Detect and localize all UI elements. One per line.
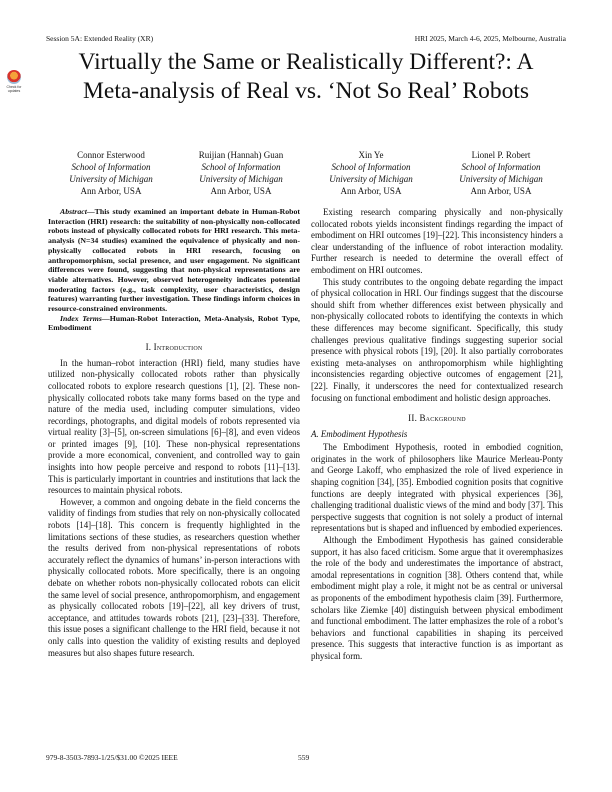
abstract [48,207,300,314]
author-name: Lionel P. Robert [471,150,531,160]
running-header-session: Session 5A: Extended Reality (XR) [46,34,154,43]
left-column [48,207,300,659]
author-location: Ann Arbor, USA [340,186,402,196]
title-line-2: Meta-analysis of Real vs. ‘Not So Real’ Robots [83,78,529,104]
footer-copyright: 979-8-3503-7893-1/25/$31.00 ©2025 IEEE [46,753,178,762]
author-3 [306,149,436,197]
section-heading-introduction: I. Introduction [145,342,203,353]
author-block [46,149,566,197]
title-line-1: Virtually the Same or Realistically Different?: A [78,49,534,75]
running-header-conference: HRI 2025, March 4-6, 2025, Melbourne, Australia [414,34,566,43]
author-4 [436,149,566,197]
right-column [311,207,563,663]
body-paragraph: This study contributes to the ongoing debate regarding the impact of physical collocation in HRI. Our findings suggest that the discourse should shift from whether differences exist between physically and non-physically collocated robots to identifying the contexts in which these differences may become significant. Specifically, this study challenges previous qualitative findings suggesting superior social presence with physical robots [19], [20]. It also partially corroborates existing meta-analyses on anthropomorphism while highlighting inconsistencies regarding objective outcomes of engagement [21], [22]. Finally, it underscores the need for contextualized research focusing on functional embodiment and holistic design approaches. [311,276,563,403]
author-department: School of Information [331,162,411,172]
author-name: Xin Ye [358,150,384,160]
author-university: University of Michigan [69,174,153,184]
subsection-heading-embodiment: A. Embodiment Hypothesis [311,428,408,439]
abstract-label: Abstract [60,207,87,216]
index-terms-label: Index Terms [60,313,102,323]
check-for-updates-badge[interactable] [4,70,24,96]
author-department: School of Information [201,162,281,172]
author-name: Connor Esterwood [77,150,145,160]
body-paragraph: However, a common and ongoing debate in the field concerns the validity of findings from studies that rely on non-physically collocated robots [14]–[18]. This concern is frequently highlighted in the limitations sections of these studies, as researchers question whether the results derived from non-physical representations of robots accurately reflect the dynamics of humans’ in-person interactions with physically collocated robots. More specifically, there is an ongoing debate on whether robots non-physically collocated robots can elicit the same level of social presence, anthropomorphism, and engagement as physically collocated robots [19]–[22], all key drivers of trust, acceptance, and attitudes towards robots [21], [23]–[33]. Therefore, this issue poses a significant challenge to the HRI field, because it not only calls into question the validity of existing results and deployed measures but also shapes future research. [48,496,300,658]
body-paragraph: In the human–robot interaction (HRI) field, many studies have utilized non-physically collocated robots rather than physically collocated robots to explore research questions [1], [2]. These non-physically collocated robots take many forms based on the type and nature of the media used, including computer simulations, video recordings, photographs, and digital models of robots represented via virtual reality [3]–[5], on-screen simulations [6]–[8], and even videos or printed images [9], [10]. These non-physical representations provide a more economical, convenient, and controlled way to gain insights into how people perceive and respond to robots [11]–[13]. This is particularly important in countries and institutions that lack the resources to maintain physical robots. [48,357,300,496]
paper-title [40,48,572,106]
author-university: University of Michigan [459,174,543,184]
author-location: Ann Arbor, USA [80,186,142,196]
body-paragraph: The Embodiment Hypothesis, rooted in embodied cognition, originates in the work of philosophers like Maurice Merleau-Ponty and George Lakoff, who emphasized the role of lived experience in shaping cognition [34], [35]. Embodied cognition posits that cognitive functions are deeply integrated with physical experiences [36], challenging traditional dualistic views of the mind and body [37]. This perspective suggests that cognition is not solely a product of internal representations but is shaped and influenced by embodied experiences. [311,442,563,534]
page-number: 559 [298,753,310,762]
author-department: School of Information [461,162,541,172]
index-terms [48,314,300,333]
author-university: University of Michigan [329,174,413,184]
abstract-text: —This study examined an important debate in Human-Robot Interaction (HRI) research: the suitability of non-physically non-collocated robots instead of physically collocated robots for HRI research. This meta-analysis (N=34 studies) examined the equivalence of physically and non-physically collocated robots in HRI research, focusing on anthropomorphism, social presence, and user engagement. No significant differences were found, suggesting that non-physical representations are viable alternatives. However, observed heterogeneity indicates potential moderating factors (e.g., task complexity, user characteristics, design features) warranting further investigation. These findings inform choices in resource-constrained environments. [48,207,300,314]
badge-label: Check for updates [6,85,22,93]
body-paragraph: Existing research comparing physically and non-physically collocated robots yields inconsistent findings regarding the impact of embodiment on HRI outcomes [19]–[22]. This inconsistency hinders a clear understanding of the influence of robot interaction modality. Further research is needed to determine the overall effect of embodiment on HRI outcomes. [311,207,563,275]
author-1 [46,149,176,197]
body-paragraph: Although the Embodiment Hypothesis has gained considerable support, it has also faced criticism. Some argue that it overemphasizes the role of the body and underestimates the importance of abstract, amodal representations in cognition [38]. Others contend that, while embodiment might play a role, it might not be as central or universal as proponents of the embodiment hypothesis claim [39]. Furthermore, scholars like Ziemke [40] distinguish between physical embodiment and functional embodiment. The latter emphasizes the role of a robot’s behaviors and functional capabilities in shaping its perceived presence. This suggests that interactive function is as important as physical form. [311,535,563,661]
author-name: Ruijian (Hannah) Guan [198,150,284,160]
crossmark-icon [7,70,21,84]
section-heading-background: II. Background [408,413,466,424]
author-location: Ann Arbor, USA [470,186,532,196]
index-terms-text: —Human-Robot Interaction, Meta-Analysis, Robot Type, Embodiment [48,313,301,333]
author-department: School of Information [71,162,151,172]
author-location: Ann Arbor, USA [210,186,272,196]
author-2 [176,149,306,197]
author-university: University of Michigan [199,174,283,184]
